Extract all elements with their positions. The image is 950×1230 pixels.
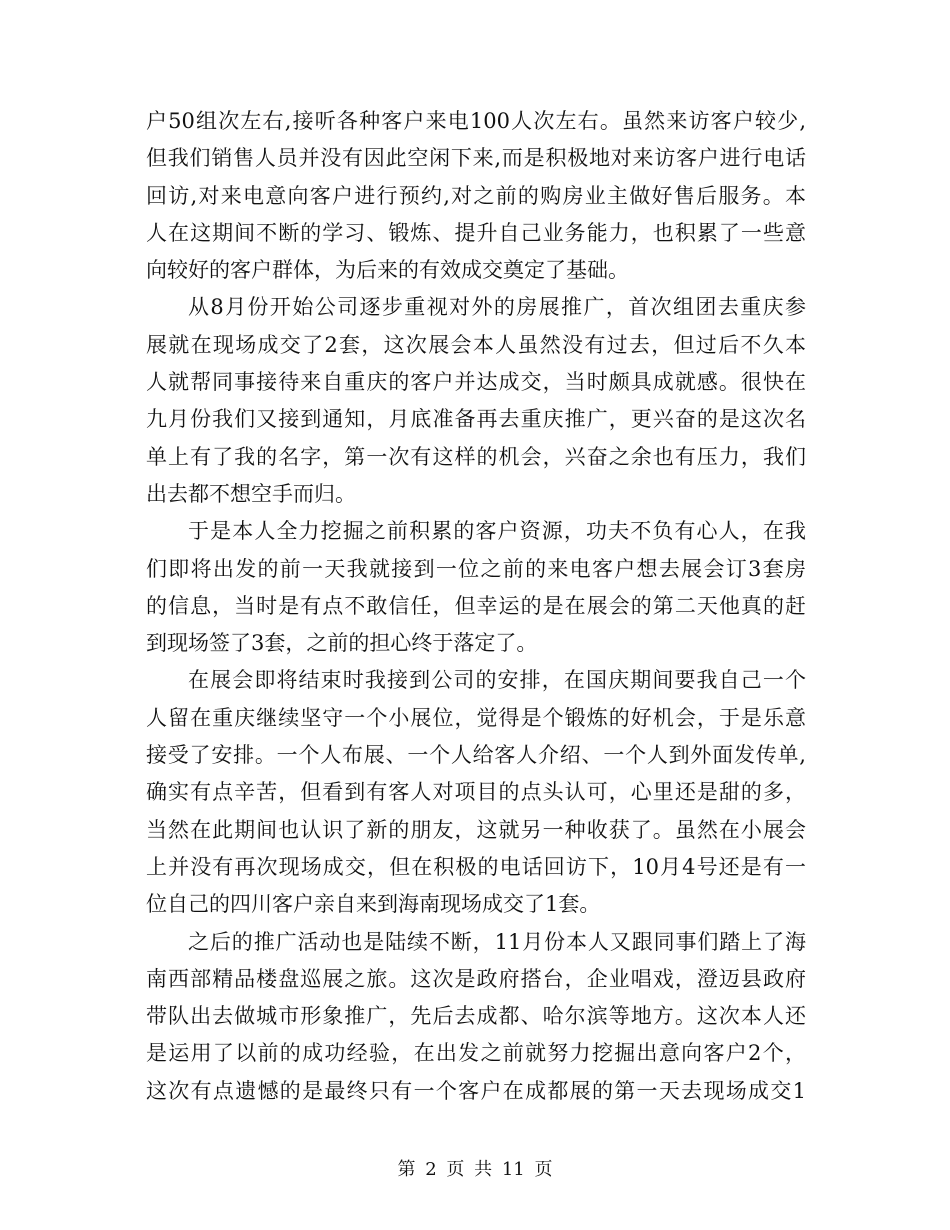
- text-line: 当然在此期间也认识了新的朋友，这就另一种收获了。虽然在小展会: [146, 817, 806, 842]
- text-line: 南西部精品楼盘巡展之旅。这次是政府搭台，企业唱戏，澄迈县政府: [146, 966, 806, 991]
- paragraph-4: [146, 662, 806, 923]
- text-line: 人留在重庆继续坚守一个小展位，觉得是个锻炼的好机会，于是乐意: [146, 705, 806, 730]
- text-line: 带队出去做城市形象推广，先后去成都、哈尔滨等地方。这次本人还: [146, 1004, 806, 1029]
- text-line: 户50组次左右,接听各种客户来电100人次左右。虽然来访客户较少,: [146, 109, 806, 133]
- text-line: 人就帮同事接待来自重庆的客户并达成交，当时颇具成就感。很快在: [146, 370, 806, 395]
- text-line: 单上有了我的名字，第一次有这样的机会，兴奋之余也有压力，我们: [146, 444, 806, 469]
- text-line: 九月份我们又接到通知，月底准备再去重庆推广，更兴奋的是这次名: [146, 407, 806, 432]
- document-body: [146, 103, 806, 1110]
- text-line: 接受了安排。一个人布展、一个人给客人介绍、一个人到外面发传单,: [146, 743, 806, 768]
- text-line: 位自己的四川客户亲自来到海南现场成交了1套。: [146, 892, 601, 917]
- text-line: 的信息，当时是有点不敢信任，但幸运的是在展会的第二天他真的赶: [146, 593, 806, 618]
- paragraph-1: [146, 103, 806, 289]
- text-line: 之后的推广活动也是陆续不断，11月份本人又跟同事们踏上了海: [188, 929, 806, 954]
- text-line: 于是本人全力挖掘之前积累的客户资源，功夫不负有心人，在我: [188, 519, 806, 544]
- text-line: 但我们销售人员并没有因此空闲下来,而是积极地对来访客户进行电话: [146, 146, 806, 171]
- text-line: 展就在现场成交了2套，这次展会本人虽然没有过去，但过后不久本: [146, 332, 806, 357]
- paragraph-5: [146, 924, 806, 1110]
- text-line: 回访,对来电意向客户进行预约,对之前的购房业主做好售后服务。本: [146, 183, 806, 208]
- page-number-footer: 第 2 页 共 11 页: [397, 1159, 553, 1180]
- text-line: 确实有点辛苦，但看到有客人对项目的点头认可，心里还是甜的多，: [146, 780, 806, 805]
- text-line: 们即将出发的前一天我就接到一位之前的来电客户想去展会订3套房: [146, 556, 806, 581]
- text-line: 上并没有再次现场成交，但在积极的电话回访下，10月4号还是有一: [146, 854, 806, 879]
- text-line: 是运用了以前的成功经验，在出发之前就努力挖掘出意向客户2个，: [146, 1041, 806, 1066]
- text-line: 到现场签了3套，之前的担心终于落定了。: [146, 631, 538, 656]
- text-line: 出去都不想空手而归。: [146, 481, 356, 506]
- paragraph-2: [146, 289, 806, 513]
- paragraph-3: [146, 513, 806, 662]
- text-line: 人在这期间不断的学习、锻炼、提升自己业务能力，也积累了一些意: [146, 220, 806, 245]
- text-line: 这次有点遗憾的是最终只有一个客户在成都展的第一天去现场成交1: [146, 1078, 806, 1103]
- text-line: 在展会即将结束时我接到公司的安排，在国庆期间要我自己一个: [188, 668, 806, 693]
- text-line: 从8月份开始公司逐步重视对外的房展推广，首次组团去重庆参: [188, 295, 806, 320]
- text-line: 向较好的客户群体，为后来的有效成交奠定了基础。: [146, 258, 629, 283]
